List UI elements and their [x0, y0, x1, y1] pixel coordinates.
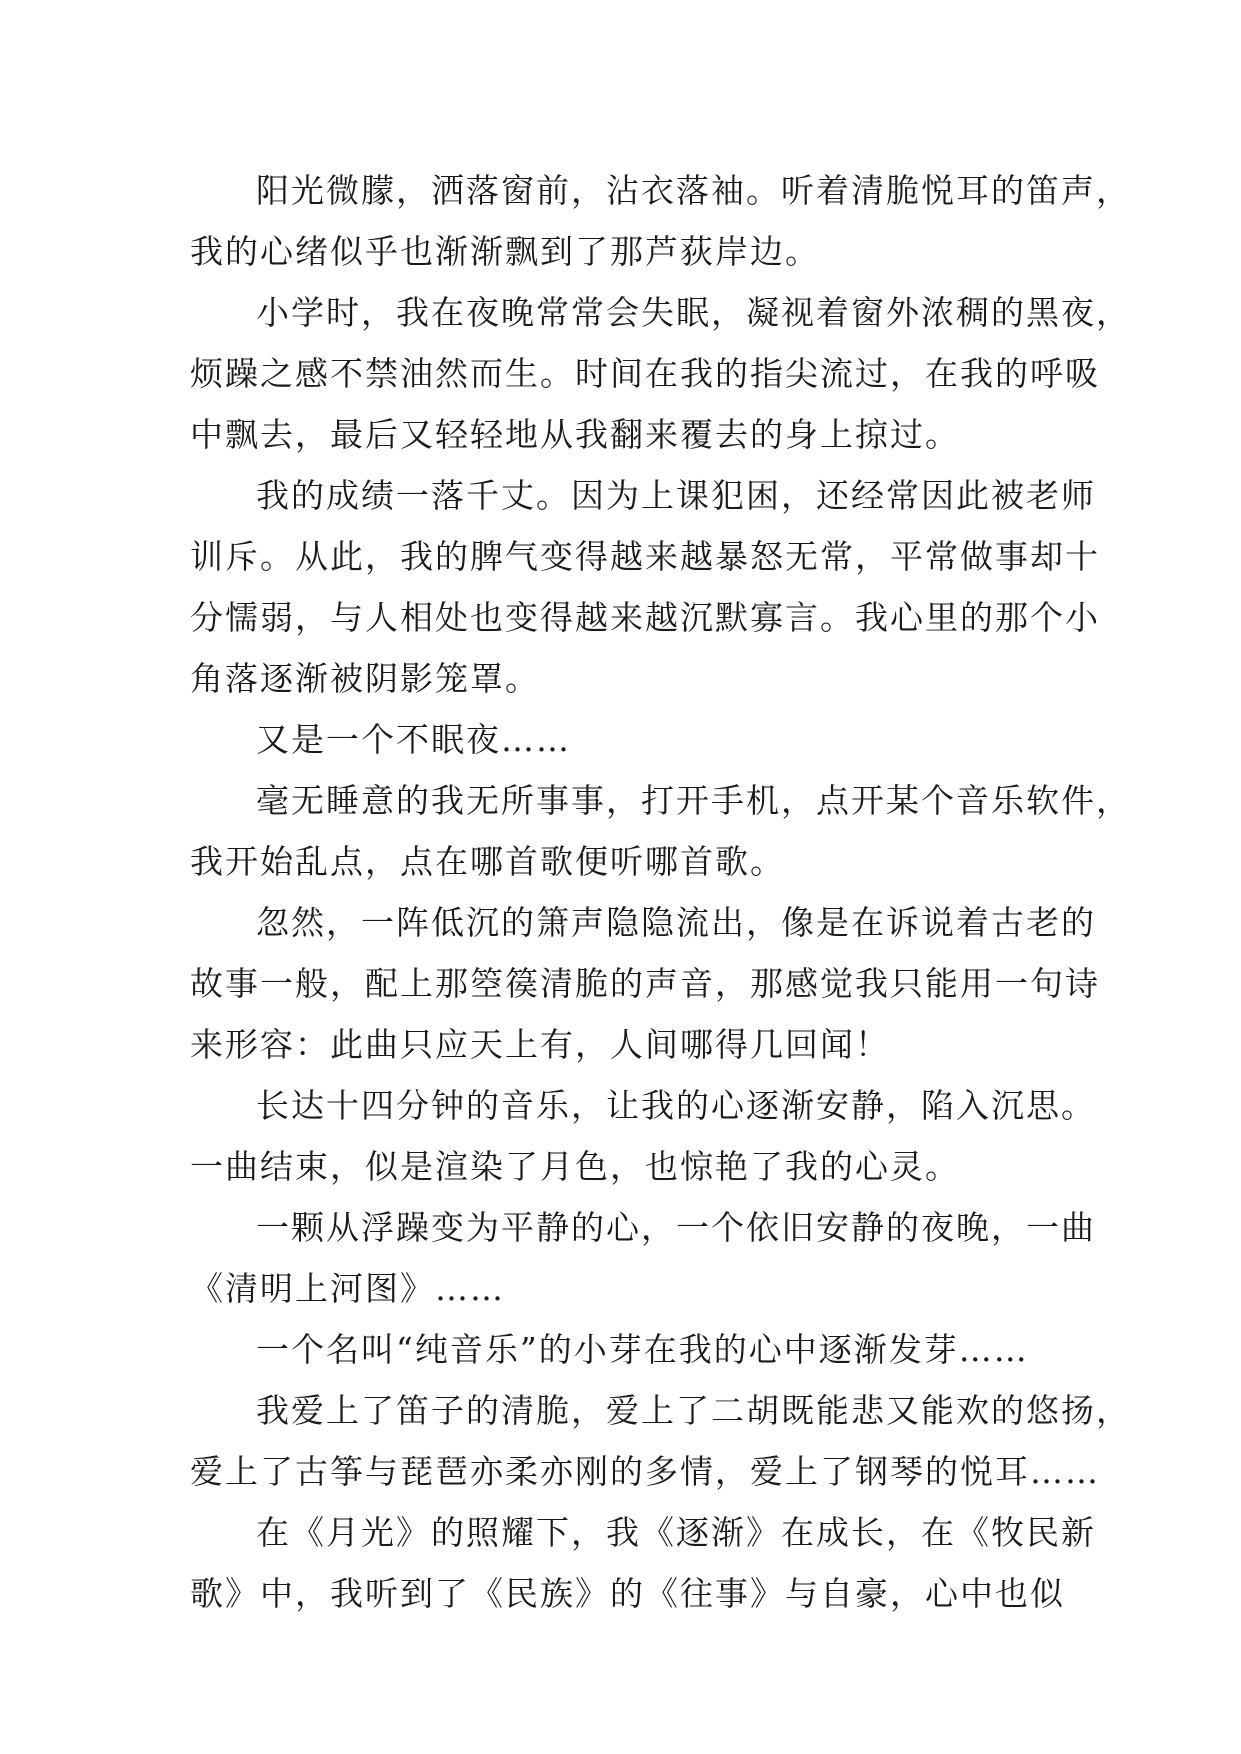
text-line: 又是一个不眠夜……	[256, 720, 571, 759]
text-line: 角落逐渐被阴影笼罩。	[190, 659, 540, 698]
text-line: 毫无睡意的我无所事事，打开手机，点开某个音乐软件，	[256, 781, 1131, 820]
text-line: 歌》中，我听到了《民族》的《往事》与自豪，心中也似	[190, 1574, 1065, 1613]
text-line: 我开始乱点，点在哪首歌便听哪首歌。	[190, 842, 785, 881]
text-line: 长达十四分钟的音乐，让我的心逐渐安静，陷入沉思。	[256, 1086, 1096, 1125]
text-line: 一颗从浮躁变为平静的心，一个依旧安静的夜晚，一曲	[256, 1208, 1096, 1247]
text-line: 爱上了古筝与琵琶亦柔亦刚的多情，爱上了钢琴的悦耳……	[190, 1452, 1100, 1491]
essay-body	[190, 160, 1131, 1624]
text-line: 一个名叫“纯音乐”的小芽在我的心中逐渐发芽……	[256, 1330, 1029, 1369]
text-line: 《清明上河图》……	[190, 1269, 505, 1308]
text-line: 来形容：此曲只应天上有，人间哪得几回闻！	[190, 1025, 890, 1064]
text-line: 一曲结束，似是渲染了月色，也惊艳了我的心灵。	[190, 1147, 960, 1186]
text-line: 分懦弱，与人相处也变得越来越沉默寡言。我心里的那个小	[190, 598, 1100, 637]
text-line: 我的心绪似乎也渐渐飘到了那芦荻岸边。	[190, 232, 820, 271]
text-line: 我爱上了笛子的清脆，爱上了二胡既能悲又能欢的悠扬，	[256, 1391, 1131, 1430]
text-line: 阳光微朦，洒落窗前，沾衣落袖。听着清脆悦耳的笛声，	[256, 171, 1131, 210]
text-line: 忽然，一阵低沉的箫声隐隐流出，像是在诉说着古老的	[256, 903, 1096, 942]
text-line: 我的成绩一落千丈。因为上课犯困，还经常因此被老师	[256, 476, 1096, 515]
text-line: 故事一般，配上那箜篌清脆的声音，那感觉我只能用一句诗	[190, 964, 1100, 1003]
text-line: 小学时，我在夜晚常常会失眠，凝视着窗外浓稠的黑夜，	[256, 293, 1131, 332]
text-line: 训斥。从此，我的脾气变得越来越暴怒无常，平常做事却十	[190, 537, 1100, 576]
text-line: 在《月光》的照耀下，我《逐渐》在成长，在《牧民新	[256, 1513, 1096, 1552]
text-line: 烦躁之感不禁油然而生。时间在我的指尖流过，在我的呼吸	[190, 354, 1100, 393]
text-line: 中飘去，最后又轻轻地从我翻来覆去的身上掠过。	[190, 415, 960, 454]
